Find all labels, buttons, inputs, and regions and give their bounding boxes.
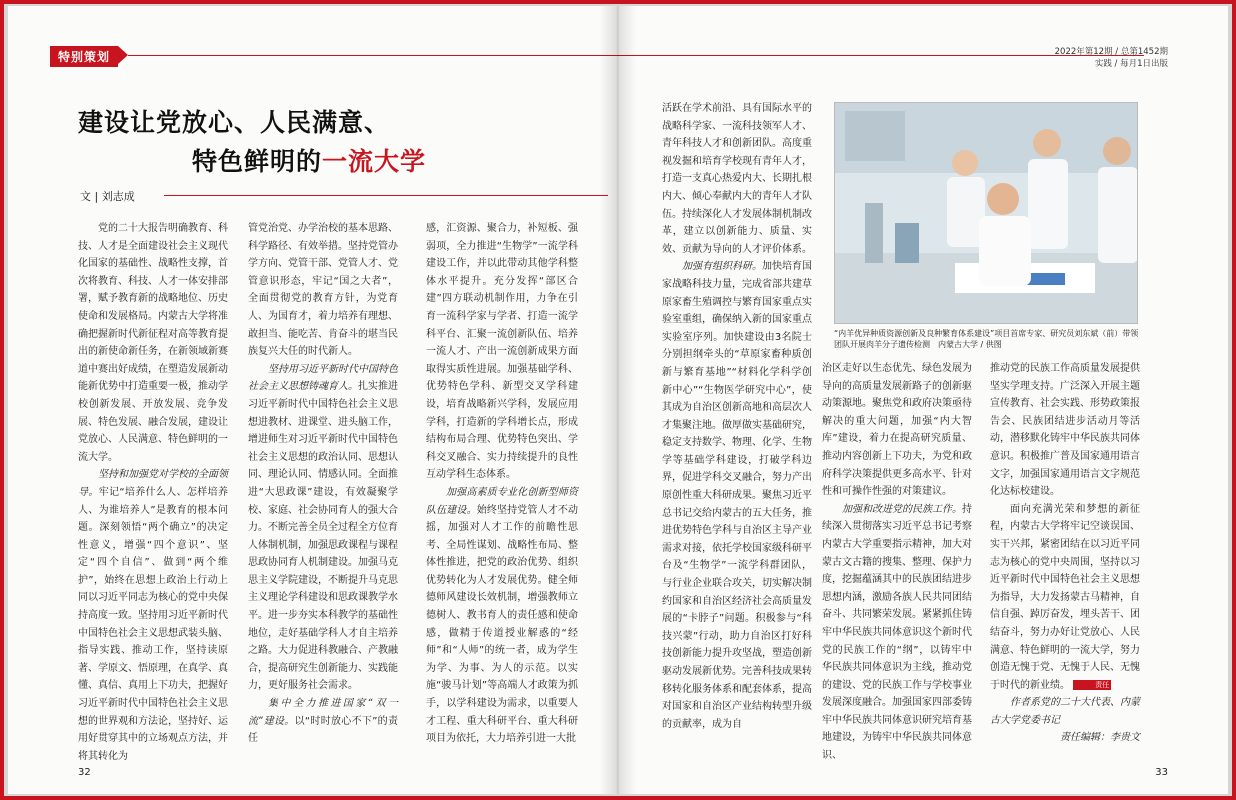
paragraph-text: 推动党的民族工作高质量发展提供坚实学理支持。广泛深入开展主题宣传教育、社会实践、形势政策报告会、民族团结进步活动月等活动，潜移默化铸牢中华民族共同体意识。积极推广普及国家通用语言文字，加强国家通用语言文字规范化达标校建设。 [990,363,1140,498]
paragraph-lead: 作者系党的二十大代表、内蒙古大学党委书记 [990,697,1140,726]
paragraph-text: 管党治党、办学治校的基本思路、科学路径、有效举措。坚持党管办学方向、党管干部、党管人才、党管意识形态，牢记“国之大者”，全面贯彻党的教育方针，为党育人、为国育才，着力培养有理想、敢担当、能吃苦、肯奋斗的堪当民族复兴大任的时代新人。 [248,223,398,358]
photo-caption: “内羊优异种质资源创新及良种繁育体系建设”项目首席专家、研究员刘东斌（前）带领团队开展肉羊分子遗传检测 内蒙古大学 / 供图 [834,329,1139,349]
issue-info [1055,46,1168,70]
paragraph-lead: 加强和改进党的民族工作。 [842,503,962,515]
paragraph-text: 面向充满光荣和梦想的新征程，内蒙古大学将牢记空谈误国、实干兴邦，紧密团结在以习近平同志为核心的党中央周围，坚持以习近平新时代中国特色社会主义思想为指导，大力发扬蒙古马精神，自信自强、踔厉奋发，埋头苦干、团结奋斗，努力办好让党放心、人民满意、特色鲜明的一流大学，努力创造无愧于党、无愧于人民、无愧于时代的新业绩。 [990,503,1140,691]
paragraph-body: 始终坚持党管人才不动摇，加强对人才工作的前瞻性思考、全局性谋划、战略性布局、整体性推进，把党的政治优势、组织优势转化为人才发展优势。健全师德师风建设长效机制，增强教师立德树人、教书育人的责任感和使命感，做精于传道授业解惑的“经师”和“人师”的统一者，成为学生为学、为事、为人的示范。以实施“骏马计划”等高端人才政策为抓手，以学科建设为需求，以重要人才工程、重大科研平台、重大科研项目为依托，大力培养引进一大批 [426,504,579,745]
paragraph-text: 感，汇资源、聚合力，补短板、强弱项，全力推进“生物学”一流学科建设工作，并以此带动其他学科整体水平提升。充分发挥“部区合建”四方联动机制作用，力争在引育一流科学家与学者、打造一流学科平台、汇聚一流创新队伍、培养一流人才、产出一流创新成果方面取得实质性进展。加强基础学科、优势特色学科、新型交叉学科建设，培育战略新兴学科，发展应用学科，打造新的学科增长点，形成结构布局合理、优势特色突出、学科交叉融合、实力持续提升的良性互动学科生态体系。 [426,223,578,481]
paragraph-lead: 坚持用习近平新时代中国特色社会主义思想铸魂育人。 [248,363,398,393]
paragraph-text: 活跃在学术前沿、具有国际水平的战略科学家、一流科技领军人才、青年科技人才和创新团队。高度重视发掘和培育学校现有青年人才，打造一支真心热爱内大、长期扎根内大、倾心奉献内大的青年人才队伍。持续深化人才发展体制机制改革，建立以创新能力、质量、实效、贡献为导向的人才评价体系。 [662,103,812,255]
paragraph [822,501,972,765]
byline-rule [164,195,608,196]
end-mark: 责任 [1073,680,1111,690]
paragraph-body: 牢记“培养什么人、怎样培养人、为谁培养人”是教育的根本问题。深刻领悟“两个确立”的决定性意义，增强“四个意识”、坚定“四个自信”、做到“两个维护”，始终在思想上政治上行动上同以习近平同志为核心的党中央保持高度一致。坚持用习近平新时代中国特色社会主义思想武装头脑、指导实践、推动工作，坚持读原著、学原文、悟原理，在真学、真懂、真信、真用上下功夫，把握好习近平新时代中国特色社会主义思想的世界观和方法论，坚持好、运用好贯穿其中的立场观点方法，并将其转化为 [78,486,228,762]
right-column-2 [822,360,972,765]
paragraph-lead: 坚持和加强党对学校的全面领导。 [78,469,228,498]
lab-photo-illustration [835,103,1138,324]
section-tag: 特别策划 [50,46,118,67]
paragraph [662,100,812,258]
paragraph-lead: 加强有组织科研。 [682,261,762,273]
editor-signature [990,729,1140,747]
paragraph-text: 治区走好以生态优先、绿色发展为导向的高质量发展新路子的创新驱动策源地。聚焦党和政府决策亟待解决的重大问题，加强“内大智库”建设，着力在提高研究质量、推动内容创新上下功夫，为党和政府科学决策提供更多高水平、针对性和可操作性强的对策建议。 [822,363,972,498]
paragraph-body: 以“时时放心不下”的责任 [248,715,398,745]
paragraph [662,258,812,733]
title-plain: 特色鲜明的 [192,147,323,176]
issue-line1: 2022年第12期 / 总第1452期 [1054,47,1168,57]
left-column-2 [248,220,398,748]
right-page [618,6,1228,794]
article-title-line1: 建设让党放心、人民满意、 [78,108,391,137]
header-rule [128,55,618,56]
paragraph [248,220,398,361]
paragraph [78,466,228,765]
paragraph-lead: 加强高素质专业化创新型师资队伍建设。 [426,486,578,516]
byline: 文 | 刘志成 [80,190,135,203]
paragraph [248,695,398,748]
paragraph-text: 责任编辑：李贵文 [1060,732,1140,744]
left-column-1 [78,220,228,765]
paragraph-body: 加快培育国家战略科技力量，完成省部共建草原家畜生殖调控与繁育国家重点实验室重组，确保纳入新的国家重点实验室序列。加快建设由3名院士分别担纲牵头的“草原家畜种质创新与繁育基地”“材料化学科学创新中心”“生物医学研究中心”，使其成为自治区创新高地和高层次人才集聚注地。做厚做实基础研究，稳定支持数学、物理、化学、生物学等基础学科建设，打破学科边界，促进学科交叉融合，努力产出原创性重大科研成果。聚焦习近平总书记交给内蒙古的五大任务，推进优势特色学科与自治区主导产业需求对接，依托学校国家级科研平台及“生物学”一流学科群团队，与行业企业联合攻关，切实解决制约国家和自治区经济社会高质量发展的“卡脖子”问题。积极参与“科技兴蒙”行动，助力自治区打好科技创新能力提升攻坚战，塑造创新驱动发展新优势。完善科技成果转移转化服务体系和配套体系，提高对国家和自治区产业结构转型升级的贡献率，成为自 [662,261,812,730]
left-page [8,6,618,794]
paragraph [990,694,1140,729]
paragraph [426,220,578,484]
paragraph [426,484,578,748]
lab-photo [834,102,1138,324]
paragraph [248,361,398,695]
left-column-3 [426,220,578,748]
issue-line2: 实践 / 每月1日出版 [1094,59,1168,69]
title-accent: 一流大学 [322,147,427,176]
paragraph-lead: 集中全力推进国家“双一流”建设。 [248,698,398,727]
paragraph-body: 扎实推进习近平新时代中国特色社会主义思想进教材、进课堂、进头脑工作，增进师生对习近平新时代中国特色社会主义思想的政治认同、思想认同、理论认同、情感认同。全面推进“大思政课”建设，有效凝聚学校、家庭、社会协同育人的强大合力。不断完善全员全过程全方位育人体制机制，加强思政课程与课程思政协同育人机制建设。加强马克思主义学院建设，不断提升马克思主义理论学科建设和思政课教学水平。进一步夯实本科教学的基础性地位，走好基础学科人才自主培养之路。大力促进科教融合、产教融合，提高研究生创新能力、实践能力，更好服务社会需求。 [248,381,398,692]
right-column-3 [990,360,1140,747]
paragraph [822,360,972,501]
paragraph-body: 持续深入贯彻落实习近平总书记考察内蒙古大学重要指示精神，加大对蒙古文古籍的搜集、整理、保护力度，挖掘蕴涵其中的民族团结进步思想内涵，激励各族人民共同团结奋斗、共同繁荣发展。紧紧抓住铸牢中华民族共同体意识这个新时代党的民族工作的“纲”，以铸牢中华民族共同体意识为主线，推动党的建设、党的民族工作与学校事业发展深度融合。加强国家四部委铸牢中华民族共同体意识研究培育基地建设，为铸牢中华民族共同体意识、 [822,503,972,762]
paragraph [78,220,228,466]
paragraph [990,360,1140,501]
paragraph-text: 党的二十大报告明确教育、科技、人才是全面建设社会主义现代化国家的基础性、战略性支撑，首次将教育、科技、人才一体安排部署，赋予教育新的战略地位、历史使命和发展格局。内蒙古大学将准确把握新时代新征程对高等教育提出的新使命新任务，在新领域新赛道中赛出好成绩，在塑造发展新动能新优势中打造重要一极，推动学校创新发展、开放发展、竞争发展、特色发展、融合发展，建设让党放心、人民满意、特色鲜明的一流大学。 [78,223,228,463]
page-number-right: 33 [1155,767,1168,778]
right-column-1 [662,100,812,733]
article-title-line2 [192,142,426,178]
page-number-left: 32 [78,767,91,778]
paragraph [990,501,1140,695]
